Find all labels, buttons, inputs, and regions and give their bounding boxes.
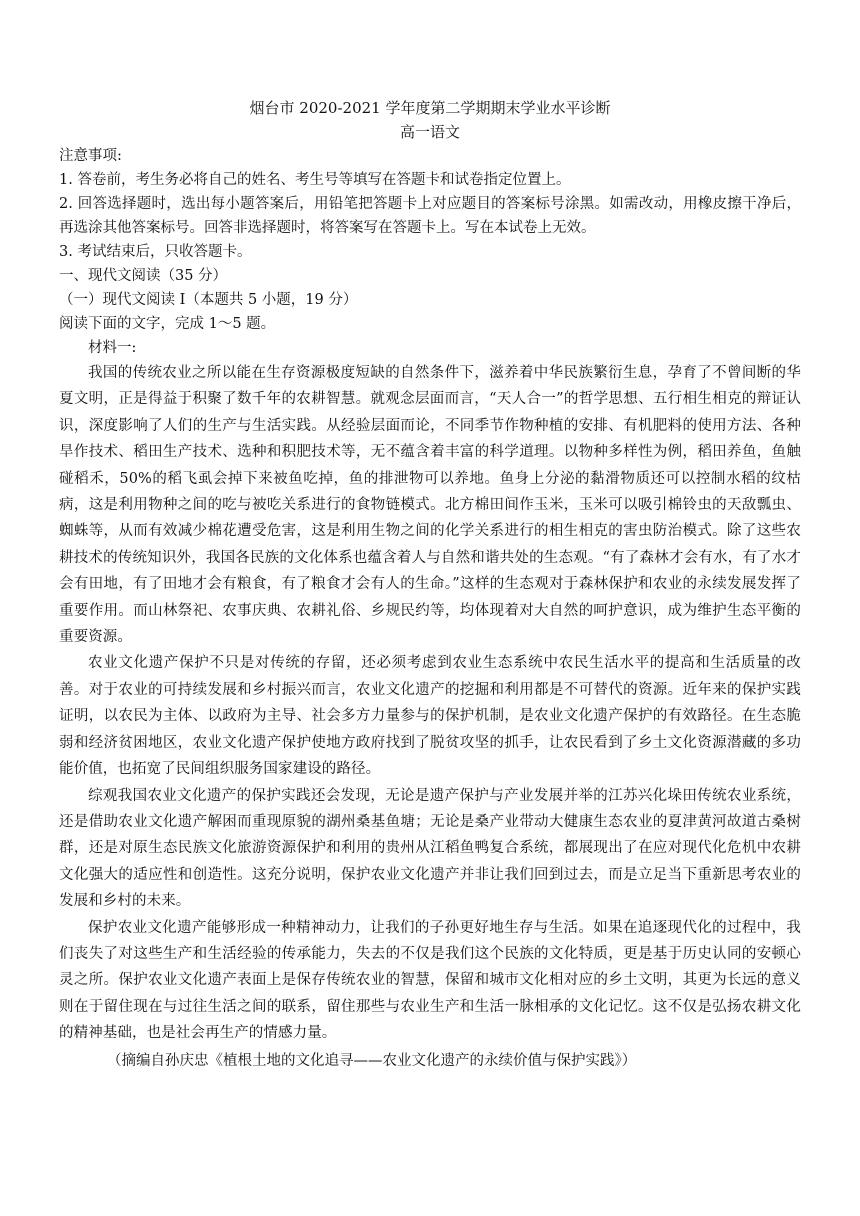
material-label: 材料一: bbox=[88, 340, 137, 356]
material-paragraph-3: 综观我国农业文化遗产的保护实践还会发现，无论是遗产保护与产业发展并举的江苏兴化垛田传统农业系统，还是借助农业文化遗产解困而重现原貌的湖州桑基鱼塘；无论是桑产业带动大健康生态农业的夏津黄河故道古桑树群，还是对原生态民族文化旅游资源保护和利用的贵州从江稻鱼鸭复合系统，都展现出了在应对现代化危机中农耕文化强大的适应性和创造性。这充分说明，保护农业文化遗产并非让我们回到过去，而是立足当下重新思考农业的发展和乡村的未来。 bbox=[59, 787, 801, 910]
section-subheading: （一）现代文阅读 I（本题共 5 小题，19 分） bbox=[59, 292, 358, 308]
material-source: （摘编自孙庆忠《植根土地的文化追寻——农业文化遗产的永续价值与保护实践》） bbox=[107, 1052, 637, 1069]
exam-page bbox=[59, 96, 801, 1073]
notice-item-2: 2. 回答选择题时，选出每小题答案后，用铅笔把答题卡上对应题目的答案标号涂黑。如需改动，用橡皮擦干净后，再选涂其他答案标号。回答非选择题时，将答案写在答题卡上。写在本试卷上无效。 bbox=[59, 196, 801, 236]
notice-item-1: 1. 答卷前，考生务必将自己的姓名、考生号等填写在答题卡和试卷指定位置上。 bbox=[59, 172, 571, 188]
notice-heading: 注意事项: bbox=[59, 148, 122, 164]
material-paragraph-4: 保护农业文化遗产能够形成一种精神动力，让我们的子孙更好地生存与生活。如果在追逐现代化的过程中，我们丧失了对这些生产和生活经验的传承能力，失去的不仅是我们这个民族的文化特质，更是基于历史认同的安顿心灵之所。保护农业文化遗产表面上是保存传统农业的智慧，保留和城市文化相对应的乡土文明，其更为长远的意义则在于留住现在与过往生活之间的联系，留住那些与农业生产和生活一脉相承的文化记忆。这不仅是弘扬农耕文化的精神基础，也是社会再生产的情感力量。 bbox=[59, 919, 801, 1042]
section-instruction: 阅读下面的文字，完成 1～5 题。 bbox=[59, 316, 276, 332]
notice-item-3: 3. 考试结束后，只收答题卡。 bbox=[59, 244, 252, 260]
material-paragraph-2: 农业文化遗产保护不只是对传统的存留，还必须考虑到农业生态系统中农民生活水平的提高和生活质量的改善。对于农业的可持续发展和乡村振兴而言，农业文化遗产的挖掘和利用都是不可替代的资源。近年来的保护实践证明，以农民为主体、以政府为主导、社会多方力量参与的保护机制，是农业文化遗产保护的有效路径。在生态脆弱和经济贫困地区，农业文化遗产保护使地方政府找到了脱贫攻坚的抓手，让农民看到了乡土文化资源潜藏的多功能价值，也拓宽了民间组织服务国家建设的路径。 bbox=[59, 655, 801, 778]
exam-subject: 高一语文 bbox=[399, 123, 460, 141]
material-paragraph-1: 我国的传统农业之所以能在生存资源极度短缺的自然条件下，滋养着中华民族繁衍生息，孕育了不曾间断的华夏文明，正是得益于积聚了数千年的农耕智慧。就观念层面而言，“天人合一”的哲学思想、五行相生相克的辩证认识，深度影响了人们的生产与生活实践。从经验层面而论，不同季节作物种植的安排、有机肥料的使用方法、各种旱作技术、稻田生产技术、选种和积肥技术等，无不蕴含着丰富的科学道理。以物种多样性为例，稻田养鱼，鱼触碰稻禾，50%的稻飞虱会掉下来被鱼吃掉，鱼的排泄物可以养地。鱼身上分泌的黏滑物质还可以控制水稻的纹枯病，这是利用物种之间的吃与被吃关系进行的食物链模式。北方棉田间作玉米，玉米可以吸引棉铃虫的天敌瓢虫、蜘蛛等，从而有效减少棉花遭受危害，这是利用生物之间的化学关系进行的相生相克的害虫防治模式。除了这些农耕技术的传统知识外，我国各民族的文化体系也蕴含着人与自然和谐共处的生态观。“有了森林才会有水，有了水才会有田地，有了田地才会有粮食，有了粮食才会有人的生命。”这样的生态观对于森林保护和农业的永续发展发挥了重要作用。而山林祭祀、农事庆典、农耕礼俗、乡规民约等，均体现着对大自然的呵护意识，成为维护生态平衡的重要资源。 bbox=[59, 365, 801, 646]
exam-title: 烟台市 2020-2021 学年度第二学期期末学业水平诊断 bbox=[249, 99, 611, 117]
section-heading: 一、现代文阅读（35 分） bbox=[59, 268, 228, 284]
